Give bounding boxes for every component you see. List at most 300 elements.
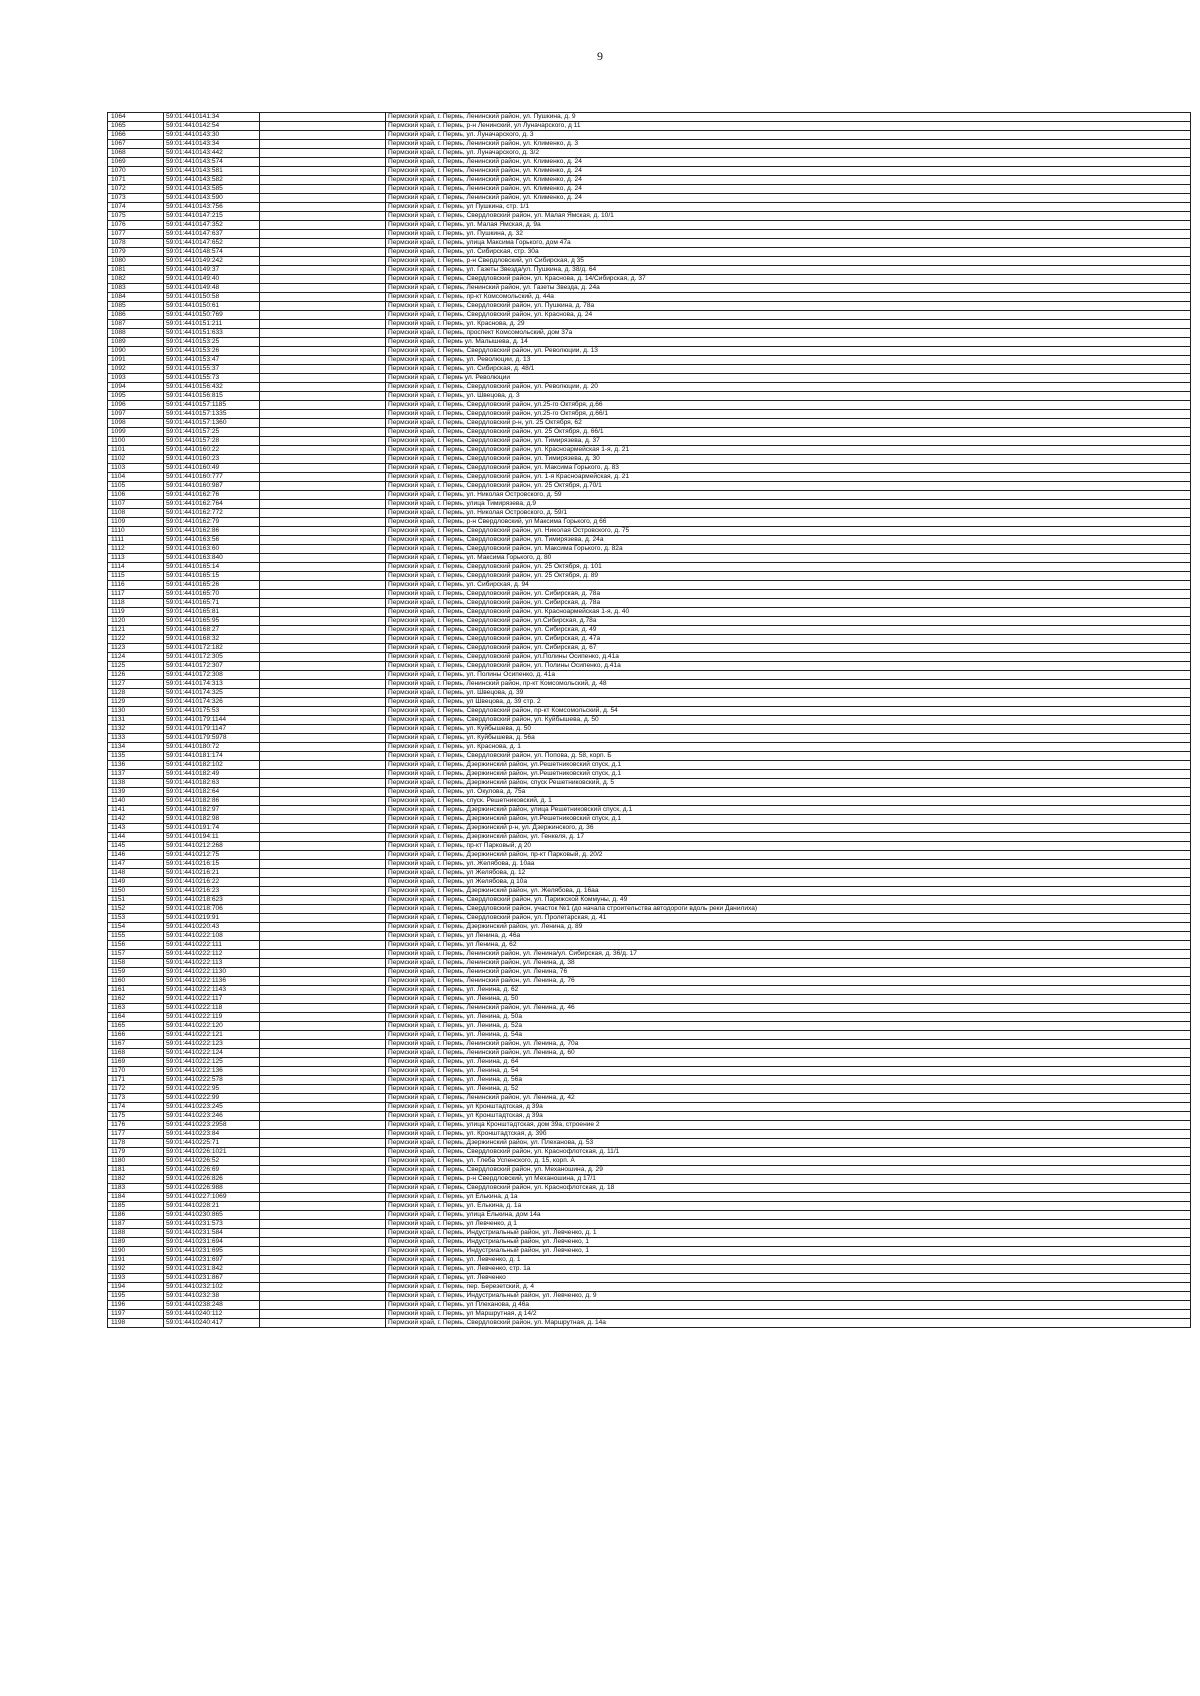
cadastral-number-cell: 59:01:4410222:136 [164,1067,260,1076]
row-number-cell: 1174 [108,1103,164,1112]
blank-cell [260,293,386,302]
row-number-cell: 1138 [108,779,164,788]
table-row [108,905,1191,914]
table-row [108,959,1191,968]
row-number-cell: 1186 [108,1211,164,1220]
cadastral-number-cell: 59:01:4410165:95 [164,617,260,626]
blank-cell [260,374,386,383]
row-number-cell: 1188 [108,1229,164,1238]
table-row [108,1292,1191,1301]
address-cell: Пермский край, г. Пермь, Свердловский район, ул. 25 Октября, д.70/1 [386,482,1191,491]
address-cell: Пермский край, г. Пермь, Дзержинский район, ул.Решетниковский спуск, д.1 [386,770,1191,779]
blank-cell [260,113,386,122]
blank-cell [260,1274,386,1283]
blank-cell [260,788,386,797]
cadastral-number-cell: 59:01:4410147:637 [164,230,260,239]
blank-cell [260,338,386,347]
address-cell: Пермский край, г. Пермь, Дзержинский район, ул. Плеханова, д. 53 [386,1139,1191,1148]
cadastral-number-cell: 59:01:4410222:95 [164,1085,260,1094]
table-row [108,788,1191,797]
blank-cell [260,1193,386,1202]
cadastral-number-cell: 59:01:4410240:417 [164,1319,260,1328]
address-cell: Пермский край, г. Пермь, Свердловский район, ул. Краснова, д. 24 [386,311,1191,320]
cadastral-number-cell: 59:01:4410182:97 [164,806,260,815]
cadastral-number-cell: 59:01:4410182:86 [164,797,260,806]
row-number-cell: 1154 [108,923,164,932]
cadastral-number-cell: 59:01:4410222:125 [164,1058,260,1067]
row-number-cell: 1179 [108,1148,164,1157]
cadastral-number-cell: 59:01:4410151:211 [164,320,260,329]
table-row [108,914,1191,923]
row-number-cell: 1087 [108,320,164,329]
cadastral-number-cell: 59:01:4410219:91 [164,914,260,923]
blank-cell [260,1040,386,1049]
cadastral-number-cell: 59:01:4410153:25 [164,338,260,347]
table-row [108,221,1191,230]
cadastral-number-cell: 59:01:4410231:867 [164,1274,260,1283]
table-row [108,1049,1191,1058]
cadastral-number-cell: 59:01:4410222:1136 [164,977,260,986]
table-row [108,932,1191,941]
table-row [108,194,1191,203]
row-number-cell: 1124 [108,653,164,662]
row-number-cell: 1073 [108,194,164,203]
blank-cell [260,401,386,410]
cadastral-number-cell: 59:01:4410160:22 [164,446,260,455]
row-number-cell: 1167 [108,1040,164,1049]
blank-cell [260,1256,386,1265]
row-number-cell: 1077 [108,230,164,239]
address-cell: Пермский край, г. Пермь, ул. Малая Ямская, д. 9а [386,221,1191,230]
table-row [108,1139,1191,1148]
table-row [108,1175,1191,1184]
cadastral-number-cell: 59:01:4410222:1130 [164,968,260,977]
table-row [108,275,1191,284]
address-cell: Пермский край, г. Пермь, Ленинский район, ул. Газеты Звезда, д. 24а [386,284,1191,293]
cadastral-number-cell: 59:01:4410157:28 [164,437,260,446]
table-row [108,716,1191,725]
address-cell: Пермский край, г. Пермь, ул. Куйбышева, д. 56а [386,734,1191,743]
cadastral-number-cell: 59:01:4410165:71 [164,599,260,608]
address-cell: Пермский край, г. Пермь, Ленинский район, ул. Клименко, д. 24 [386,194,1191,203]
cadastral-number-cell: 59:01:4410149:37 [164,266,260,275]
address-cell: Пермский край, г. Пермь, Свердловский район, ул. 25 Октября, д. 66/1 [386,428,1191,437]
blank-cell [260,356,386,365]
address-cell: Пермский край, г. Пермь, Свердловский район, ул. Малая Ямская, д. 10/1 [386,212,1191,221]
row-number-cell: 1184 [108,1193,164,1202]
row-number-cell: 1159 [108,968,164,977]
cadastral-number-cell: 59:01:4410182:49 [164,770,260,779]
cadastral-number-cell: 59:01:4410216:15 [164,860,260,869]
address-cell: Пермский край, г. Пермь, Свердловский район, ул. Парижской Коммуны, д. 49 [386,896,1191,905]
table-row [108,815,1191,824]
row-number-cell: 1095 [108,392,164,401]
table-row [108,1031,1191,1040]
row-number-cell: 1126 [108,671,164,680]
row-number-cell: 1097 [108,410,164,419]
table-row [108,851,1191,860]
cadastral-number-cell: 59:01:4410163:60 [164,545,260,554]
table-row [108,482,1191,491]
row-number-cell: 1156 [108,941,164,950]
table-row [108,167,1191,176]
address-cell: Пермский край, г. Пермь, ул Елькина, д 1а [386,1193,1191,1202]
address-cell: Пермский край, г. Пермь, р-н Ленинский, ул Луначарского, д 11 [386,122,1191,131]
row-number-cell: 1155 [108,932,164,941]
table-row [108,329,1191,338]
address-cell: Пермский край, г. Пермь, ул. Левченко, д. 1 [386,1256,1191,1265]
cadastral-number-cell: 59:01:4410174:326 [164,698,260,707]
row-number-cell: 1173 [108,1094,164,1103]
row-number-cell: 1166 [108,1031,164,1040]
cadastral-number-cell: 59:01:4410226:52 [164,1157,260,1166]
blank-cell [260,734,386,743]
row-number-cell: 1132 [108,725,164,734]
cadastral-number-cell: 59:01:4410172:307 [164,662,260,671]
cadastral-number-cell: 59:01:4410222:1143 [164,986,260,995]
row-number-cell: 1190 [108,1247,164,1256]
cadastral-number-cell: 59:01:4410157:1185 [164,401,260,410]
address-cell: Пермский край, г. Пермь, Свердловский район, ул. Красноармейская 1-я, д. 40 [386,608,1191,617]
address-cell: Пермский край, г. Пермь, Свердловский район, ул. Механошина, д. 29 [386,1166,1191,1175]
cadastral-number-cell: 59:01:4410147:652 [164,239,260,248]
table-row [108,797,1191,806]
address-cell: Пермский край, г. Пермь, Дзержинский район, ул. Желябова, д. 16аа [386,887,1191,896]
table-row [108,509,1191,518]
row-number-cell: 1064 [108,113,164,122]
cadastral-number-cell: 59:01:4410165:15 [164,572,260,581]
address-cell: Пермский край, г. Пермь, ул. Ленина, д. 64 [386,1058,1191,1067]
blank-cell [260,239,386,248]
address-cell: Пермский край, г. Пермь, ул Ленина, д. 62 [386,941,1191,950]
cadastral-number-cell: 59:01:4410143:30 [164,131,260,140]
blank-cell [260,617,386,626]
table-row [108,842,1191,851]
cadastral-number-cell: 59:01:4410141:34 [164,113,260,122]
address-cell: Пермский край, г. Пермь ул. Малышева, д. 14 [386,338,1191,347]
table-row [108,662,1191,671]
blank-cell [260,1094,386,1103]
cadastral-number-cell: 59:01:4410149:48 [164,284,260,293]
row-number-cell: 1122 [108,635,164,644]
cadastral-number-cell: 59:01:4410222:118 [164,1004,260,1013]
address-cell: Пермский край, г. Пермь, Свердловский район, ул. Сибирская, д. 67 [386,644,1191,653]
address-cell: Пермский край, г. Пермь, Ленинский район, ул. Ленина, д. 46 [386,1004,1191,1013]
cadastral-number-cell: 59:01:4410143:756 [164,203,260,212]
cadastral-number-cell: 59:01:4410157:1360 [164,419,260,428]
table-row [108,1265,1191,1274]
cadastral-number-cell: 59:01:4410212:268 [164,842,260,851]
blank-cell [260,140,386,149]
row-number-cell: 1078 [108,239,164,248]
table-row [108,689,1191,698]
table-row [108,563,1191,572]
address-cell: Пермский край, г. Пермь, Свердловский район, ул. 25 Октября, д. 101 [386,563,1191,572]
blank-cell [260,959,386,968]
blank-cell [260,1112,386,1121]
table-row [108,968,1191,977]
blank-cell [260,680,386,689]
blank-cell [260,212,386,221]
cadastral-number-cell: 59:01:4410223:245 [164,1103,260,1112]
row-number-cell: 1093 [108,374,164,383]
address-cell: Пермский край, г. Пермь, ул Левченко, д 1 [386,1220,1191,1229]
blank-cell [260,590,386,599]
address-cell: Пермский край, г. Пермь, р-н Свердловский, ул Механошина, д 17/1 [386,1175,1191,1184]
blank-cell [260,158,386,167]
row-number-cell: 1195 [108,1292,164,1301]
cadastral-number-cell: 59:01:4410179:1147 [164,725,260,734]
cadastral-number-cell: 59:01:4410182:63 [164,779,260,788]
address-cell: Пермский край, г. Пермь, ул. Куйбышева, д. 50 [386,725,1191,734]
table-row [108,941,1191,950]
table-row [108,230,1191,239]
cadastral-number-cell: 59:01:4410231:695 [164,1247,260,1256]
row-number-cell: 1191 [108,1256,164,1265]
row-number-cell: 1183 [108,1184,164,1193]
blank-cell [260,419,386,428]
cadastral-number-cell: 59:01:4410216:21 [164,869,260,878]
address-cell: Пермский край, г. Пермь, ул. Ленина, д. 54а [386,1031,1191,1040]
row-number-cell: 1112 [108,545,164,554]
address-cell: Пермский край, г. Пермь, Дзержинский район, ул. Ленина, д. 89 [386,923,1191,932]
blank-cell [260,1157,386,1166]
row-number-cell: 1115 [108,572,164,581]
blank-cell [260,824,386,833]
blank-cell [260,1220,386,1229]
blank-cell [260,662,386,671]
address-cell: Пермский край, г. Пермь, ул. Максима Горького, д. 80 [386,554,1191,563]
cadastral-number-cell: 59:01:4410232:38 [164,1292,260,1301]
table-row [108,1040,1191,1049]
blank-cell [260,923,386,932]
blank-cell [260,1238,386,1247]
address-cell: Пермский край, г. Пермь, ул. Кронштадтская, д. 39б [386,1130,1191,1139]
row-number-cell: 1071 [108,176,164,185]
row-number-cell: 1094 [108,383,164,392]
cadastral-number-cell: 59:01:4410231:584 [164,1229,260,1238]
cadastral-number-cell: 59:01:4410160:49 [164,464,260,473]
row-number-cell: 1128 [108,689,164,698]
blank-cell [260,383,386,392]
cadastral-number-cell: 59:01:4410182:98 [164,815,260,824]
address-cell: Пермский край, г. Пермь, Свердловский район, ул. Краснова, д. 14/Сибирская, д. 37 [386,275,1191,284]
address-cell: Пермский край, г. Пермь, улица Тимирязева, д.9 [386,500,1191,509]
blank-cell [260,1166,386,1175]
address-cell: Пермский край, г. Пермь, Индустриальный район, ул. Левченко, д. 1 [386,1229,1191,1238]
address-cell: Пермский край, г. Пермь, ул. Сибирская, стр. 30а [386,248,1191,257]
blank-cell [260,455,386,464]
row-number-cell: 1162 [108,995,164,1004]
table-row [108,347,1191,356]
table-row [108,1256,1191,1265]
row-number-cell: 1084 [108,293,164,302]
address-cell: Пермский край, г. Пермь ул. Революции [386,374,1191,383]
table-row [108,410,1191,419]
table-row [108,923,1191,932]
table-row [108,707,1191,716]
cadastral-number-cell: 59:01:4410222:117 [164,995,260,1004]
address-cell: Пермский край, г. Пермь, ул Ленина, д. 46а [386,932,1191,941]
row-number-cell: 1169 [108,1058,164,1067]
row-number-cell: 1096 [108,401,164,410]
row-number-cell: 1070 [108,167,164,176]
address-cell: Пермский край, г. Пермь, ул Кронштадтская, д 39а [386,1103,1191,1112]
row-number-cell: 1069 [108,158,164,167]
blank-cell [260,860,386,869]
cadastral-number-cell: 59:01:4410225:71 [164,1139,260,1148]
blank-cell [260,608,386,617]
row-number-cell: 1178 [108,1139,164,1148]
blank-cell [260,1184,386,1193]
address-cell: Пермский край, г. Пермь, Свердловский район, ул. Сибирская, д. 47а [386,635,1191,644]
blank-cell [260,428,386,437]
address-cell: Пермский край, г. Пермь, ул. Луначарского, д. 3 [386,131,1191,140]
address-cell: Пермский край, г. Пермь, Ленинский район, ул. Клименко, д. 3 [386,140,1191,149]
blank-cell [260,707,386,716]
row-number-cell: 1130 [108,707,164,716]
table-row [108,599,1191,608]
cadastral-number-cell: 59:01:4410165:14 [164,563,260,572]
address-cell: Пермский край, г. Пермь, ул. Ленина, д. 62 [386,986,1191,995]
blank-cell [260,599,386,608]
blank-cell [260,410,386,419]
cadastral-number-cell: 59:01:4410222:113 [164,959,260,968]
cadastral-number-cell: 59:01:4410142:54 [164,122,260,131]
address-cell: Пермский край, г. Пермь, Ленинский район, ул. Клименко, д. 24 [386,185,1191,194]
blank-cell [260,563,386,572]
cadastral-number-cell: 59:01:4410222:121 [164,1031,260,1040]
cadastral-number-cell: 59:01:4410160:777 [164,473,260,482]
table-row [108,743,1191,752]
blank-cell [260,779,386,788]
row-number-cell: 1145 [108,842,164,851]
cadastral-number-cell: 59:01:4410162:86 [164,527,260,536]
blank-cell [260,491,386,500]
table-row [108,266,1191,275]
address-cell: Пермский край, г. Пермь, ул. Левченко [386,1274,1191,1283]
table-row [108,1121,1191,1130]
blank-cell [260,896,386,905]
address-cell: Пермский край, г. Пермь, проспект Комсомольский, дом 37а [386,329,1191,338]
address-cell: Пермский край, г. Пермь, Дзержинский район, ул.Решетниковский спуск, д.1 [386,815,1191,824]
address-cell: Пермский край, г. Пермь, ул. Николая Островского, д. 59/1 [386,509,1191,518]
registry-table [107,112,1191,1328]
table-row [108,311,1191,320]
cadastral-number-cell: 59:01:4410222:119 [164,1013,260,1022]
blank-cell [260,1265,386,1274]
address-cell: Пермский край, г. Пермь, пр-кт Парковый, д 20 [386,842,1191,851]
cadastral-number-cell: 59:01:4410168:27 [164,626,260,635]
address-cell: Пермский край, г. Пермь, ул. Газеты Звезда/ул. Пушкина, д. 38/д. 64 [386,266,1191,275]
cadastral-number-cell: 59:01:4410216:22 [164,878,260,887]
table-row [108,1103,1191,1112]
cadastral-number-cell: 59:01:4410165:26 [164,581,260,590]
address-cell: Пермский край, г. Пермь, ул. Швецова, д. 39 [386,689,1191,698]
address-cell: Пермский край, г. Пермь, Свердловский район, ул. Тимирязева, д. 37 [386,437,1191,446]
address-cell: Пермский край, г. Пермь, Свердловский район, ул. Тимирязева, д. 30 [386,455,1191,464]
cadastral-number-cell: 59:01:4410150:61 [164,302,260,311]
cadastral-number-cell: 59:01:4410226:988 [164,1184,260,1193]
table-row [108,1022,1191,1031]
row-number-cell: 1185 [108,1202,164,1211]
row-number-cell: 1106 [108,491,164,500]
cadastral-number-cell: 59:01:4410180:72 [164,743,260,752]
table-row [108,698,1191,707]
table-row [108,149,1191,158]
address-cell: Пермский край, г. Пермь, ул. Глеба Успенского, д. 15, корп. А [386,1157,1191,1166]
blank-cell [260,905,386,914]
address-cell: Пермский край, г. Пермь, Свердловский район, ул. Сибирская, д. 49 [386,626,1191,635]
cadastral-number-cell: 59:01:4410162:76 [164,491,260,500]
blank-cell [260,1076,386,1085]
table-row [108,122,1191,131]
row-number-cell: 1134 [108,743,164,752]
blank-cell [260,545,386,554]
address-cell: Пермский край, г. Пермь, Дзержинский район, улица Решетниковский спуск, д.1 [386,806,1191,815]
cadastral-number-cell: 59:01:4410172:182 [164,644,260,653]
blank-cell [260,176,386,185]
row-number-cell: 1079 [108,248,164,257]
blank-cell [260,1013,386,1022]
blank-cell [260,761,386,770]
cadastral-number-cell: 59:01:4410226:69 [164,1166,260,1175]
row-number-cell: 1177 [108,1130,164,1139]
table-row [108,464,1191,473]
address-cell: Пермский край, г. Пермь, ул Швецова, д. 39 стр. 2 [386,698,1191,707]
table-row [108,590,1191,599]
blank-cell [260,284,386,293]
table-row [108,527,1191,536]
row-number-cell: 1076 [108,221,164,230]
cadastral-number-cell: 59:01:4410157:1335 [164,410,260,419]
blank-cell [260,347,386,356]
cadastral-number-cell: 59:01:4410168:32 [164,635,260,644]
address-cell: Пермский край, г. Пермь, ул. Сибирская, д. 48/1 [386,365,1191,374]
row-number-cell: 1088 [108,329,164,338]
blank-cell [260,977,386,986]
table-row [108,500,1191,509]
table-row [108,770,1191,779]
address-cell: Пермский край, г. Пермь, Ленинский район, ул. Ленина, д. 42 [386,1094,1191,1103]
blank-cell [260,968,386,977]
row-number-cell: 1133 [108,734,164,743]
table-row [108,779,1191,788]
cadastral-number-cell: 59:01:4410163:56 [164,536,260,545]
address-cell: Пермский край, г. Пермь, Ленинский район, пр-кт Комсомольский, д. 48 [386,680,1191,689]
blank-cell [260,1058,386,1067]
cadastral-number-cell: 59:01:4410218:706 [164,905,260,914]
table-row [108,1076,1191,1085]
address-cell: Пермский край, г. Пермь, ул. Ленина, д. 52 [386,1085,1191,1094]
address-cell: Пермский край, г. Пермь, Свердловский район, пр-кт Комсомольский, д. 54 [386,707,1191,716]
address-cell: Пермский край, г. Пермь, ул. Революции, д. 13 [386,356,1191,365]
table-row [108,860,1191,869]
blank-cell [260,536,386,545]
table-row [108,734,1191,743]
table-row [108,293,1191,302]
row-number-cell: 1068 [108,149,164,158]
blank-cell [260,1130,386,1139]
blank-cell [260,446,386,455]
blank-cell [260,203,386,212]
cadastral-number-cell: 59:01:4410143:590 [164,194,260,203]
row-number-cell: 1116 [108,581,164,590]
row-number-cell: 1117 [108,590,164,599]
table-row [108,887,1191,896]
blank-cell [260,1319,386,1328]
table-row [108,1229,1191,1238]
